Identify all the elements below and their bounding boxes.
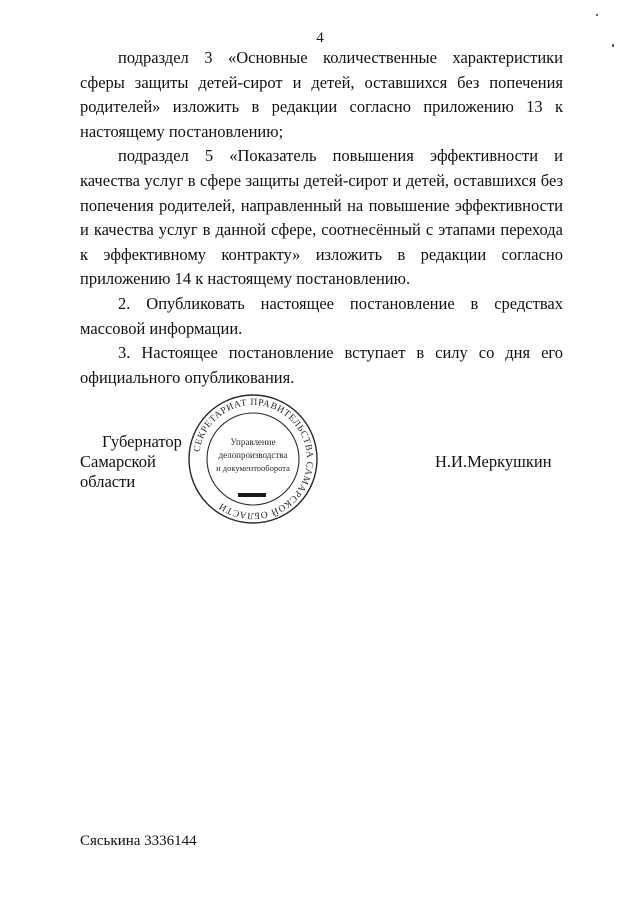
signatory-name: Н.И.Меркушкин xyxy=(435,452,552,471)
scan-speck xyxy=(612,44,614,47)
scan-speck xyxy=(596,14,598,16)
seal-inner-line2: делопроизводства xyxy=(218,450,288,460)
paragraph-effective-date: 3. Настоящее постановление вступает в силу со дня его официального опубликования. xyxy=(80,343,563,387)
seal-inner-line1: Управление xyxy=(230,437,276,447)
seal-ink-mark xyxy=(238,493,266,497)
paragraph-subsection-5: подраздел 5 «Показатель повышения эффективности и качества услуг в сфере защиты детей-сирот и детей, оставшихся без попечения родителей, направленный на повышение эффективности и качества услуг в данной сфере, соотнесённый с этапами перехода к эффективному контракту» изложить в редакции согласно приложению 14 к настоящему постановлению. xyxy=(80,146,563,289)
signatory-title-line2: Самарской области xyxy=(80,452,156,491)
paragraph-publish: 2. Опубликовать настоящее постановление в средствах массовой информации. xyxy=(80,293,563,338)
signatory-title-line1: Губернатор xyxy=(102,432,182,451)
signatory-title xyxy=(80,432,200,492)
page-number: 4 xyxy=(316,30,324,46)
seal-outer-text: СЕКРЕТАРИАТ ПРАВИТЕЛЬСТВА САМАРСКОЙ ОБЛАСТИ xyxy=(192,397,315,521)
official-seal xyxy=(186,392,320,526)
seal-inner-line3: и документооборота xyxy=(216,463,290,473)
executor-note: Сяськина 3336144 xyxy=(80,833,197,849)
document-body xyxy=(80,46,563,390)
paragraph-subsection-3: подраздел 3 «Основные количественные характеристики сферы защиты детей-сирот и детей, оставшихся без попечения родителей» изложить в редакции согласно приложению 13 к настоящему постановлению; xyxy=(80,48,563,141)
